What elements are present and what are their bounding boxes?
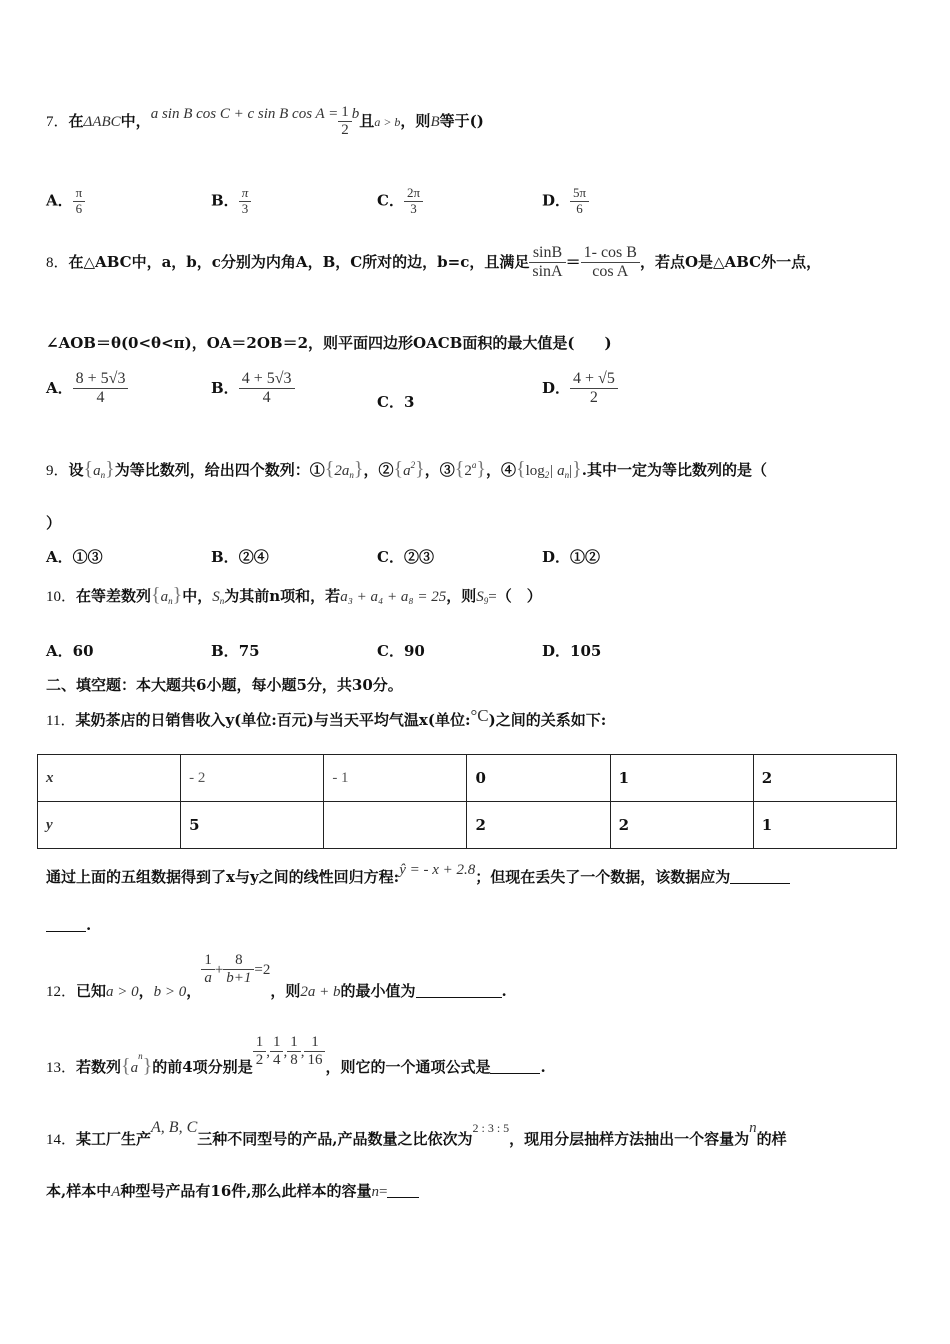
- q9-option-d[interactable]: D．①②: [542, 548, 601, 566]
- q7-half-fraction: $\frac{1}{2}$: [338, 104, 352, 140]
- answer-blank[interactable]: [387, 1183, 419, 1198]
- q7-number: 7．: [46, 113, 69, 130]
- q11-regression-line: 通过上面的五组数据得到了x与y之间的线性回归方程:ŷ = - x + 2.8；但现在丢失了一个数据，该数据应为: [46, 862, 790, 887]
- q9-option-b[interactable]: B．②④: [211, 548, 269, 566]
- q14-line2: 本,样本中A种型号产品有16件,那么此样本的容量n=: [46, 1180, 419, 1201]
- q13-stem: 13．若数列$\{a_n\}$的前4项分别是 $\frac{1}{2}$ , $\frac{1}{4}$ , $\frac{1}{8}$ , $\frac{1}{16}$ ，则它的一个通项公式是 .: [46, 1034, 546, 1077]
- q11-stem: 11．某奶茶店的日销售收入y(单位:百元)与当天平均气温x(单位:°C)之间的关系如下:: [46, 706, 607, 729]
- q7-formula: a sin B cos C + c sin B cos A =: [150, 105, 339, 122]
- regression-equation: ŷ = - x + 2.8: [399, 862, 476, 878]
- q10-option-d[interactable]: D．105: [542, 642, 602, 660]
- answer-blank-continued[interactable]: [46, 917, 86, 932]
- q7-option-c[interactable]: C． $\frac{2\pi}{3}$: [377, 186, 423, 217]
- q8-option-a[interactable]: A． $\frac{8 + 5√3}{4}$: [46, 370, 128, 408]
- q12-stem: 12．已知a > 0，b > 0， $\frac{1}{a}$ + $\frac{8}{b+1}$ =2，则2a + b的最小值为 .: [46, 952, 507, 1000]
- answer-blank[interactable]: [490, 1059, 540, 1074]
- q8-option-b[interactable]: B． $\frac{4 + 5√3}{4}$: [211, 370, 295, 408]
- q8-option-d[interactable]: D． $\frac{4 + √5}{2}$: [542, 370, 618, 408]
- q7-option-d[interactable]: D． $\frac{5\pi}{6}$: [542, 186, 589, 217]
- q9-option-a[interactable]: A．①③: [46, 548, 103, 566]
- q7-option-a[interactable]: A． $\frac{\pi}{6}$: [46, 186, 85, 217]
- q8-fraction-2: $\frac{\text{1- cos B}}{\text{cos A}}$: [581, 244, 640, 282]
- section-2-heading: 二、填空题：本大题共6小题，每小题5分，共30分。: [46, 676, 403, 694]
- q9-option-c[interactable]: C．②③: [377, 548, 434, 566]
- q9-line2: ）: [46, 514, 62, 532]
- missing-data-cell: [324, 802, 467, 849]
- q14-stem: 14．某工厂生产A, B, C三种不同型号的产品,产品数量之比依次为2 : 3 : 5，现用分层抽样方法抽出一个容量为n的样: [46, 1119, 787, 1148]
- q10-option-c[interactable]: C．90: [377, 642, 425, 660]
- table-row: y 5 2 2 1: [38, 802, 897, 849]
- q10-stem: 10．在等差数列$\{a_n\}$中，$S_n$为其前n项和，若a₃ + a₄ + a₈ = 25，则$S_9=$（ ）: [46, 584, 542, 606]
- q11-blank-continue: .: [46, 916, 91, 934]
- answer-blank[interactable]: [416, 983, 502, 998]
- q11-data-table: [37, 754, 897, 849]
- q8-stem: 8．在△ABC中，a，b，c分别为内角A，B，C所对的边，b=c，且满足 $\frac{\sin B}{\sin A}$ ＝ $\frac{\text{1- cos B}}{\text{cos A}}$ ，若点O是△ABC外一点，: [46, 244, 822, 281]
- triangle-abc: ΔABC: [83, 113, 121, 130]
- q10-option-a[interactable]: A．60: [46, 642, 94, 660]
- q10-option-b[interactable]: B．75: [211, 642, 260, 660]
- q7-stem: 7．在ΔABC中，a sin B cos C + c sin B cos A = $\frac{1}{2}$ b且a > b，则B等于(): [46, 104, 484, 139]
- table-row: x - 2 - 1 0 1 2: [38, 755, 897, 802]
- q8-line2: ∠AOB＝θ(0<θ<π)，OA＝2OB＝2，则平面四边形OACB面积的最大值是( ): [46, 334, 612, 352]
- q8-option-c[interactable]: C．3: [377, 393, 415, 411]
- celsius-unit: °C: [470, 706, 489, 725]
- q9-stem: 9．设$\{a_n\}$为等比数列，给出四个数列：$①\{2a_n\}$，$②\{a^2\}$，③{2$^a$}，$④\{\log_2|$ $a_n|$}.其中一定为等比数列的是（: [46, 458, 767, 480]
- answer-blank[interactable]: [730, 869, 790, 884]
- q8-fraction-1: $\frac{\sin B}{\sin A}$: [529, 244, 565, 282]
- q7-option-b[interactable]: B． $\frac{\pi}{3}$: [211, 186, 251, 217]
